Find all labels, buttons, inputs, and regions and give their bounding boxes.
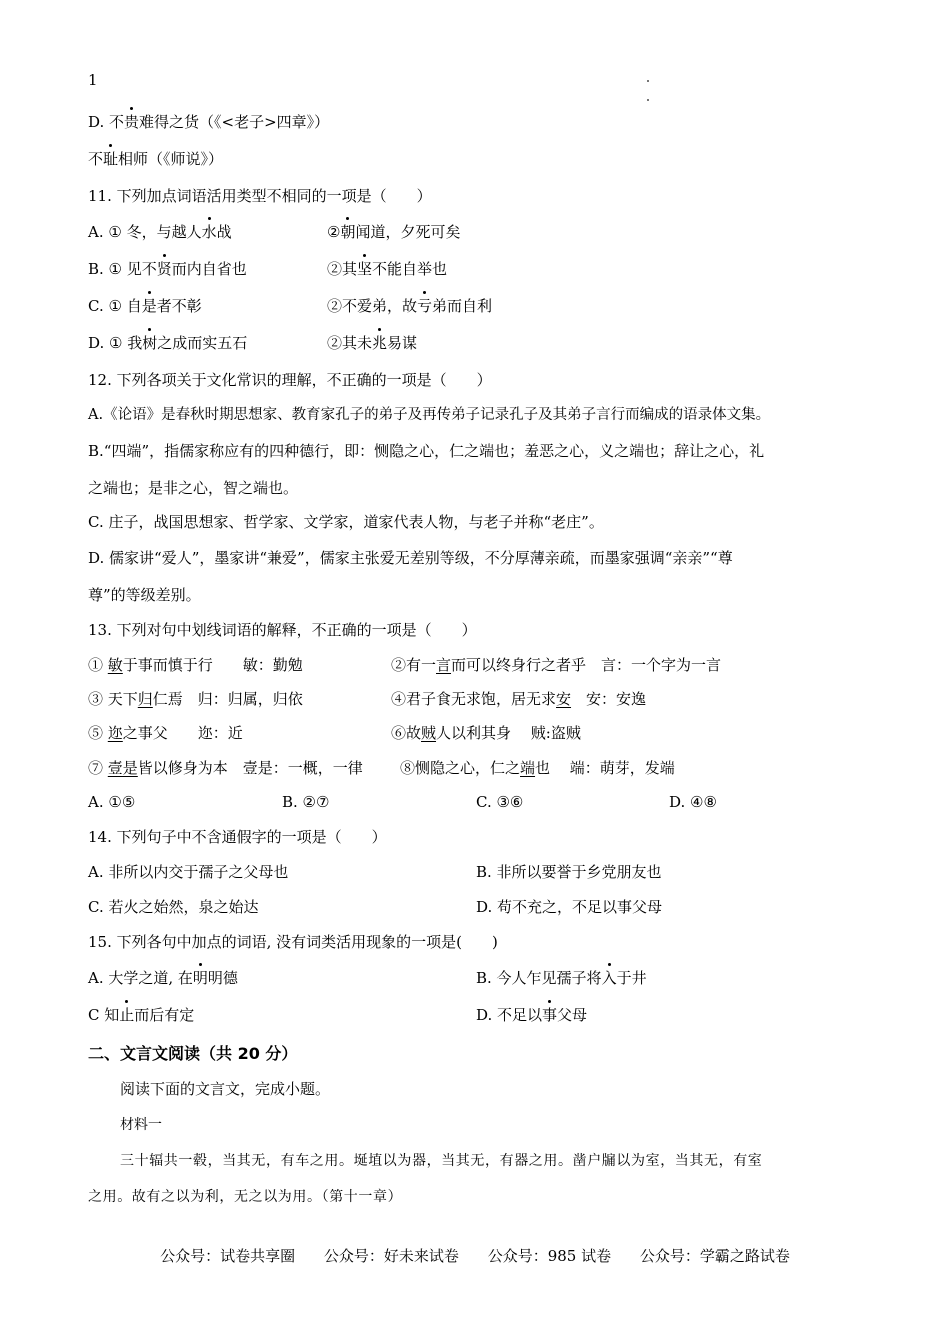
q14-option-d: D. 苟不充之，不足以事父母 — [476, 898, 663, 916]
q14-stem: 14. 下列句子中不含通假字的一项是（ ） — [88, 828, 387, 846]
scan-mark — [647, 80, 649, 82]
q12-option-d: D. 儒家讲“爱人”，墨家讲“兼爱”，儒家主张爱无差别等级，不分厚薄亲疏，而墨家强调“亲亲”“尊 — [88, 549, 733, 567]
q15-option-c: C 知止而后有定 — [88, 1006, 195, 1024]
material-text-line2: 之用。故有之以为利，无之以为用。（第十一章） — [88, 1189, 403, 1205]
footer-item: 公众号：学霸之路试卷 — [639, 1247, 790, 1265]
q11-option-b1: B. ① 见不贤而内自省也 — [88, 260, 247, 278]
q15-stem: 15. 下列各句中加点的词语, 没有词类活用现象的一项是( ) — [88, 933, 498, 951]
q11-stem: 11. 下列加点词语活用类型不相同的一项是（ ） — [88, 187, 432, 205]
q12-option-b-cont: 之端也；是非之心，智之端也。 — [88, 479, 299, 497]
footer-item: 公众号：985 试卷 — [487, 1247, 612, 1265]
q15-option-d: D. 不足以事父母 — [476, 1006, 588, 1024]
q13-option-d: D. ④⑧ — [669, 793, 717, 811]
q13-option-b: B. ②⑦ — [282, 793, 330, 811]
q11-option-a2: ②朝闻道，夕死可矣 — [327, 223, 461, 241]
q12-option-a: A.《论语》是春秋时期思想家、教育家孔子的弟子及再传弟子记录孔子及其弟子言行而编成的语录体文集。 — [88, 407, 771, 423]
q13-item-2: ②有一言而可以终身行之者乎 言：一个字为一言 — [391, 656, 722, 674]
q11-option-a1: A. ① 冬，与越人水战 — [88, 223, 232, 241]
q12-stem: 12. 下列各项关于文化常识的理解，不正确的一项是（ ） — [88, 371, 492, 389]
q13-item-3: ③ 天下归仁焉 归：归属，归依 — [88, 690, 303, 708]
footer-item: 公众号：试卷共享圈 — [160, 1247, 296, 1265]
q14-option-a: A. 非所以内交于孺子之父母也 — [88, 863, 289, 881]
q12-option-c: C. 庄子，战国思想家、哲学家、文学家，道家代表人物，与老子并称“老庄”。 — [88, 513, 604, 531]
q13-item-5: ⑤ 迩之事父 迩：近 — [88, 724, 243, 742]
q11-option-c1: C. ① 自是者不彰 — [88, 297, 202, 315]
q12-option-d-cont: 尊”的等级差别。 — [88, 586, 201, 604]
scan-mark — [647, 99, 649, 101]
q13-item-6: ⑥故贼人以利其身 贼:盗贼 — [391, 724, 581, 742]
q15-option-a: A. 大学之道, 在明明德 — [88, 969, 238, 987]
footer-item: 公众号：好未来试卷 — [323, 1247, 459, 1265]
section-heading: 二、文言文阅读（共 20 分） — [88, 1044, 298, 1063]
q13-item-7: ⑦ 壹是皆以修身为本 壹是：一概，一律 — [88, 759, 363, 777]
q13-option-a: A. ①⑤ — [88, 793, 136, 811]
q10-option-d-second: 不耻相师（《师说》） — [88, 150, 224, 168]
q11-option-b2: ②其坚不能自举也 — [327, 260, 448, 278]
q13-item-8: ⑧恻隐之心，仁之端也 端：萌芽，发端 — [400, 759, 675, 777]
q13-item-4: ④君子食无求饱，居无求安 安：安逸 — [391, 690, 647, 708]
q13-item-1: ① 敏于事而慎于行 敏：勤勉 — [88, 656, 303, 674]
q13-option-c: C. ③⑥ — [476, 793, 524, 811]
page-number: 1 — [88, 71, 98, 89]
q11-option-c2: ②不爱弟，故亏弟而自利 — [327, 297, 493, 315]
q13-stem: 13. 下列对句中划线词语的解释，不正确的一项是（ ） — [88, 621, 477, 639]
q15-option-b: B. 今人乍见孺子将入于井 — [476, 969, 647, 987]
q14-option-c: C. 若火之始然，泉之始达 — [88, 898, 259, 916]
q11-option-d2: ②其未兆易谋 — [327, 334, 418, 352]
material-label: 材料一 — [120, 1117, 162, 1133]
material-text-line1: 三十辐共一毂，当其无，有车之用。埏埴以为器，当其无，有器之用。凿户牖以为室，当其无，有室 — [120, 1153, 763, 1169]
q14-option-b: B. 非所以要誉于乡党朋友也 — [476, 863, 662, 881]
q11-option-d1: D. ① 我树之成而实五石 — [88, 334, 248, 352]
q12-option-b: B.“四端”，指儒家称应有的四种德行，即：恻隐之心，仁之端也；羞恶之心，义之端也；辞让之心，礼 — [88, 442, 765, 460]
q10-option-d: D. 不贵难得之货（《<老子>四章》） — [88, 113, 330, 131]
footer — [0, 1245, 950, 1266]
section-instruction: 阅读下面的文言文，完成小题。 — [120, 1080, 331, 1098]
